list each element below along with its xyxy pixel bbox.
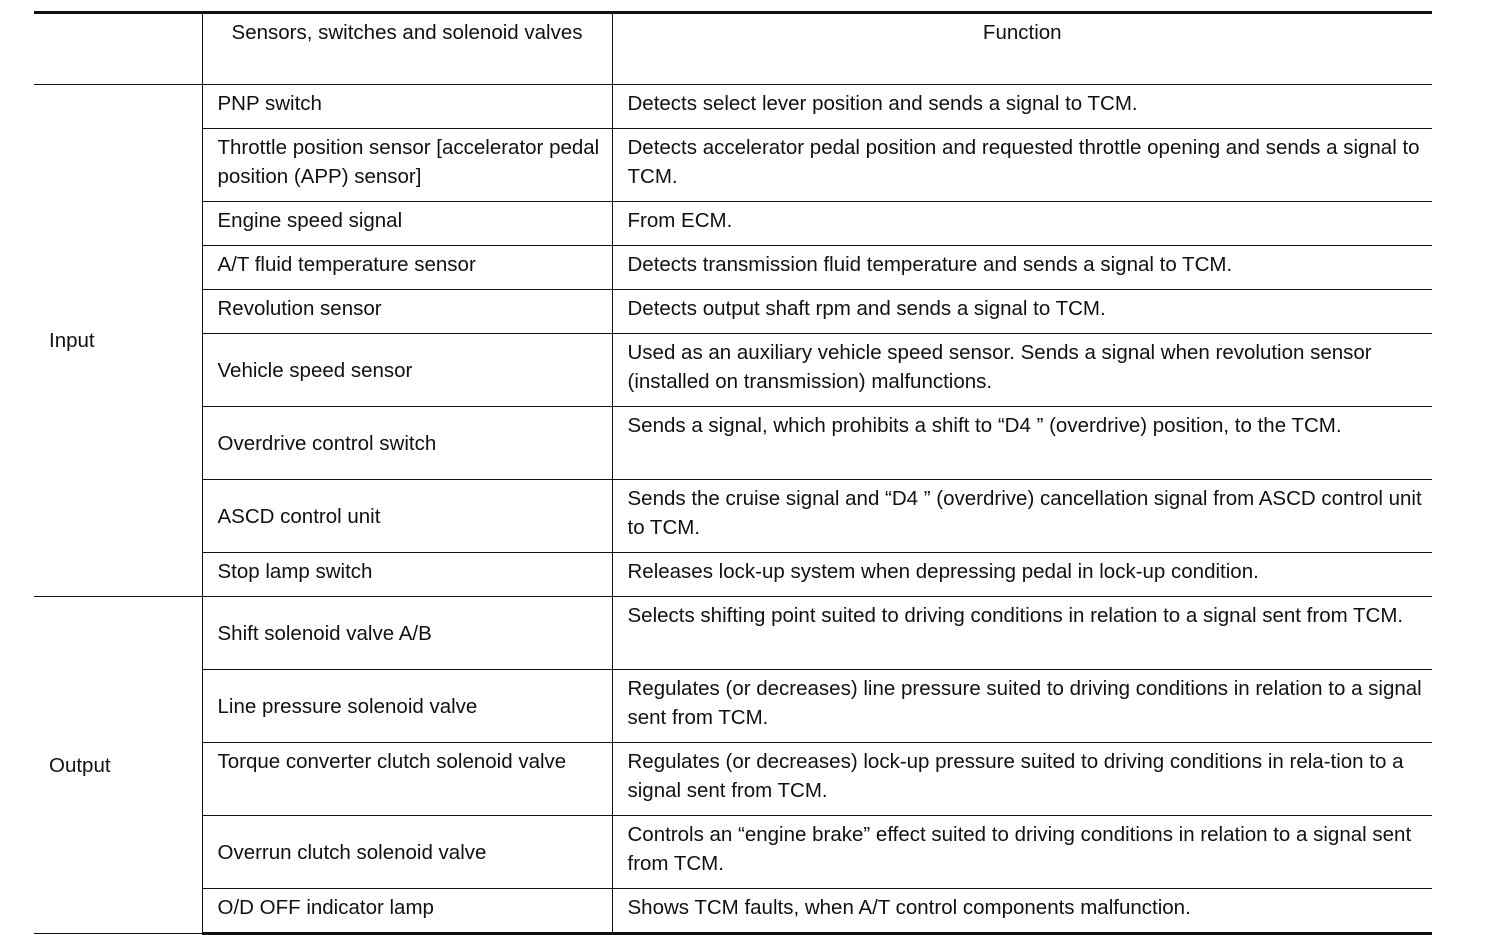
component-cell: Vehicle speed sensor [202,334,612,407]
group-label-output: Output [34,597,202,934]
table-row [34,202,1432,246]
function-cell: Selects shifting point suited to driving conditions in relation to a signal sent from TCM. [612,597,1432,670]
component-cell: Overdrive control switch [202,407,612,480]
component-cell: Shift solenoid valve A/B [202,597,612,670]
function-cell: Sends a signal, which prohibits a shift to “D4 ” (overdrive) position, to the TCM. [612,407,1432,480]
function-cell: Detects transmission fluid temperature and sends a signal to TCM. [612,246,1432,290]
component-cell: Overrun clutch solenoid valve [202,816,612,889]
group-column-header [34,13,202,85]
table-row [34,480,1432,553]
table-row [34,816,1432,889]
table-row [34,246,1432,290]
table-row [34,290,1432,334]
component-cell: Line pressure solenoid valve [202,670,612,743]
function-cell: Releases lock-up system when depressing pedal in lock-up condition. [612,553,1432,597]
component-cell: PNP switch [202,85,612,129]
function-cell: Shows TCM faults, when A/T control components malfunction. [612,889,1432,934]
function-cell: Detects accelerator pedal position and requested throttle opening and sends a signal to TCM. [612,129,1432,202]
component-cell: Revolution sensor [202,290,612,334]
table-row [34,889,1432,934]
table-row [34,597,1432,670]
function-cell: Used as an auxiliary vehicle speed sensor. Sends a signal when revolution sensor (installed on transmission) malfunctions. [612,334,1432,407]
function-cell: Regulates (or decreases) line pressure suited to driving conditions in relation to a signal sent from TCM. [612,670,1432,743]
table-row [34,670,1432,743]
table-row [34,743,1432,816]
component-cell: Throttle position sensor [accelerator pedal position (APP) sensor] [202,129,612,202]
function-column-header: Function [612,13,1432,85]
table-row [34,334,1432,407]
component-cell: ASCD control unit [202,480,612,553]
function-cell: Sends the cruise signal and “D4 ” (overdrive) cancellation signal from ASCD control unit to TCM. [612,480,1432,553]
component-cell: Stop lamp switch [202,553,612,597]
table-row [34,85,1432,129]
function-cell: Controls an “engine brake” effect suited to driving conditions in relation to a signal sent from TCM. [612,816,1432,889]
component-cell: O/D OFF indicator lamp [202,889,612,934]
table-row [34,553,1432,597]
component-cell: Torque converter clutch solenoid valve [202,743,612,816]
table-header-row [34,13,1432,85]
table-row [34,129,1432,202]
function-cell: Regulates (or decreases) lock-up pressure suited to driving conditions in rela-tion to a signal sent from TCM. [612,743,1432,816]
component-cell: Engine speed signal [202,202,612,246]
function-cell: From ECM. [612,202,1432,246]
function-cell: Detects select lever position and sends a signal to TCM. [612,85,1432,129]
function-cell: Detects output shaft rpm and sends a signal to TCM. [612,290,1432,334]
component-cell: A/T fluid temperature sensor [202,246,612,290]
components-function-table [34,11,1432,935]
group-label-input: Input [34,85,202,597]
component-column-header: Sensors, switches and solenoid valves [202,13,612,85]
table-row [34,407,1432,480]
